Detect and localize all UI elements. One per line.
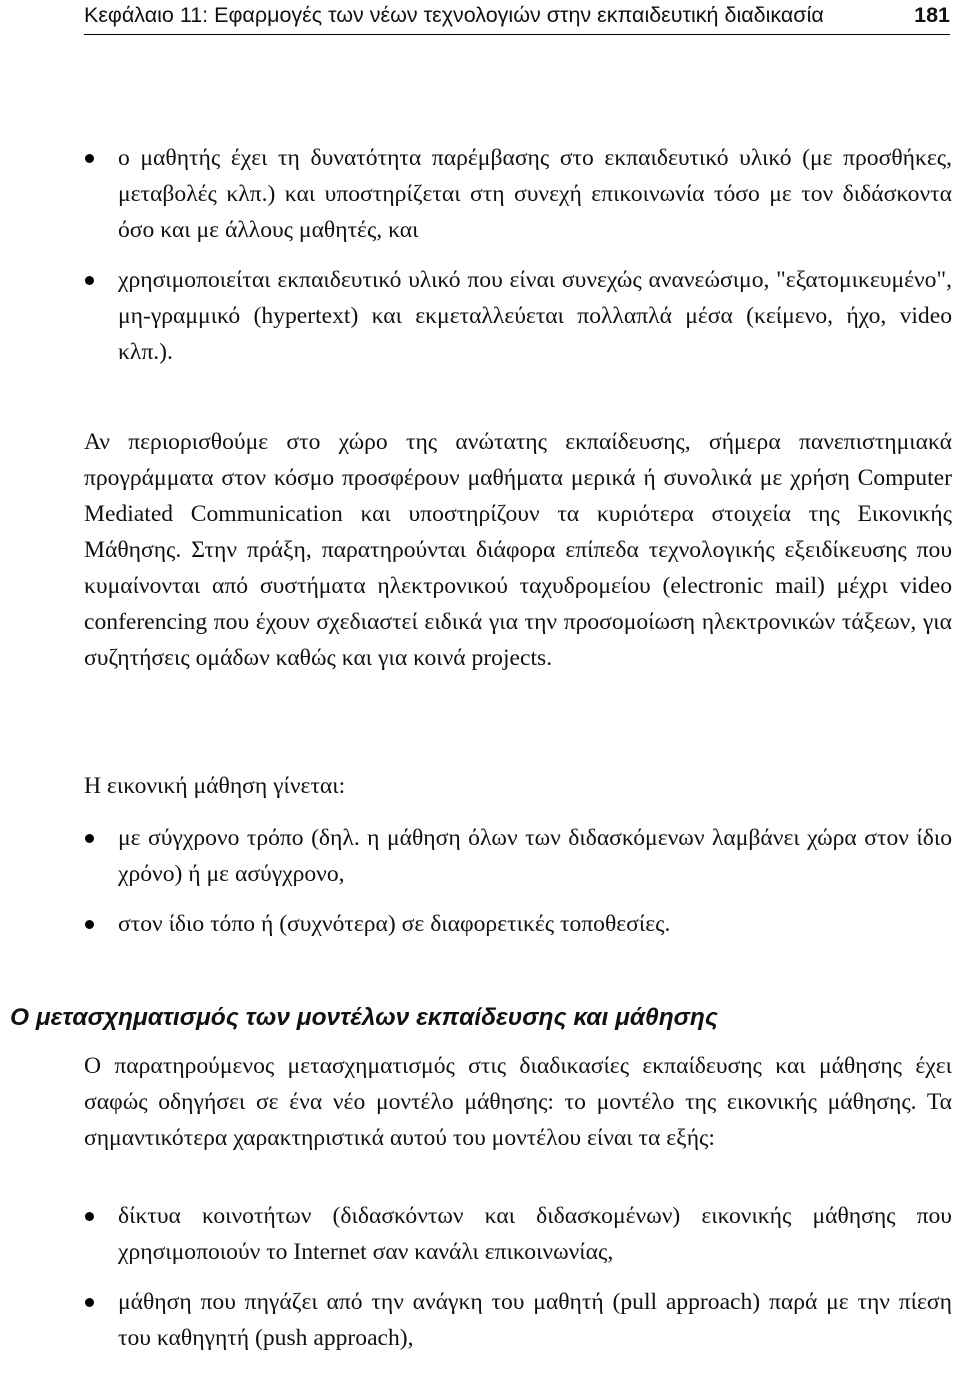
list-item: ο μαθητής έχει τη δυνατότητα παρέμβασης στο εκπαιδευτικό υλικό (με προσθήκες, μεταβολές κλπ.) και υποστηρίζεται στη συνεχή επικοινωνία τόσο με τον διδάσκοντα όσο και με άλλους μαθητές, και [84, 140, 952, 248]
list-item: μάθηση που πηγάζει από την ανάγκη του μαθητή (pull approach) παρά με την πίεση του καθηγητή (push approach), [84, 1284, 952, 1356]
list-item: δίκτυα κοινοτήτων (διδασκόντων και διδασκομένων) εικονικής μάθησης που χρησιμοποιούν το Internet σαν κανάλι επικοινωνίας, [84, 1198, 952, 1270]
list-item: χρησιμοποιείται εκπαιδευτικό υλικό που είναι συνεχώς ανανεώσιμο, "εξατομικευμένο", μη-γραμμικό (hypertext) και εκμεταλλεύεται πολλαπλά μέσα (κείμενο, ήχο, video κλπ.). [84, 262, 952, 370]
chapter-title: Κεφάλαιο 11: Εφαρμογές των νέων τεχνολογιών στην εκπαιδευτική διαδικασία [84, 3, 824, 27]
bullet-list-features [84, 140, 952, 370]
body-paragraph: Ο παρατηρούμενος μετασχηματισμός στις διαδικασίες εκπαίδευσης και μάθησης έχει σαφώς οδηγήσει σε ένα νέο μοντέλο μάθησης: το μοντέλο της εικονικής μάθησης. Τα σημαντικότερα χαρακτηριστικά αυτού του μοντέλου είναι τα εξής: [84, 1053, 952, 1151]
body-paragraph: Αν περιορισθούμε στο χώρο της ανώτατης εκπαίδευσης, σήμερα πανεπιστημιακά προγράμματα στον κόσμο προσφέρουν μαθήματα μερικά ή συνολικά με χρήση Computer Mediated Communication και υποστηρίζουν τα κυριότερα στοιχεία της Εικονικής Μάθησης. Στην πράξη, παρατηρούνται διάφορα επίπεδα τεχνολογικής εξειδίκευσης που κυμαίνονται από συστήματα ηλεκτρονικού ταχυδρομείου (electronic mail) μέχρι video conferencing που έχουν σχεδιαστεί ειδικά για την προσομοίωση ηλεκτρονικών τάξεων, για συζητήσεις ομάδων καθώς και για κοινά projects. [84, 429, 952, 671]
bullet-list-virtual-learning [84, 820, 952, 942]
list-item: με σύγχρονο τρόπο (δηλ. η μάθηση όλων των διδασκόμενων λαμβάνει χώρα στον ίδιο χρόνο) ή με ασύγχρονο, [84, 820, 952, 892]
page-number: 181 [914, 3, 950, 27]
body-paragraph: Η εικονική μάθηση γίνεται: [84, 773, 346, 799]
running-header [84, 0, 950, 35]
bullet-list-model-characteristics [84, 1198, 952, 1356]
section-heading: Ο μετασχηματισμός των μοντέλων εκπαίδευσης και μάθησης [10, 1004, 718, 1031]
list-item: στον ίδιο τόπο ή (συχνότερα) σε διαφορετικές τοποθεσίες. [84, 906, 952, 942]
